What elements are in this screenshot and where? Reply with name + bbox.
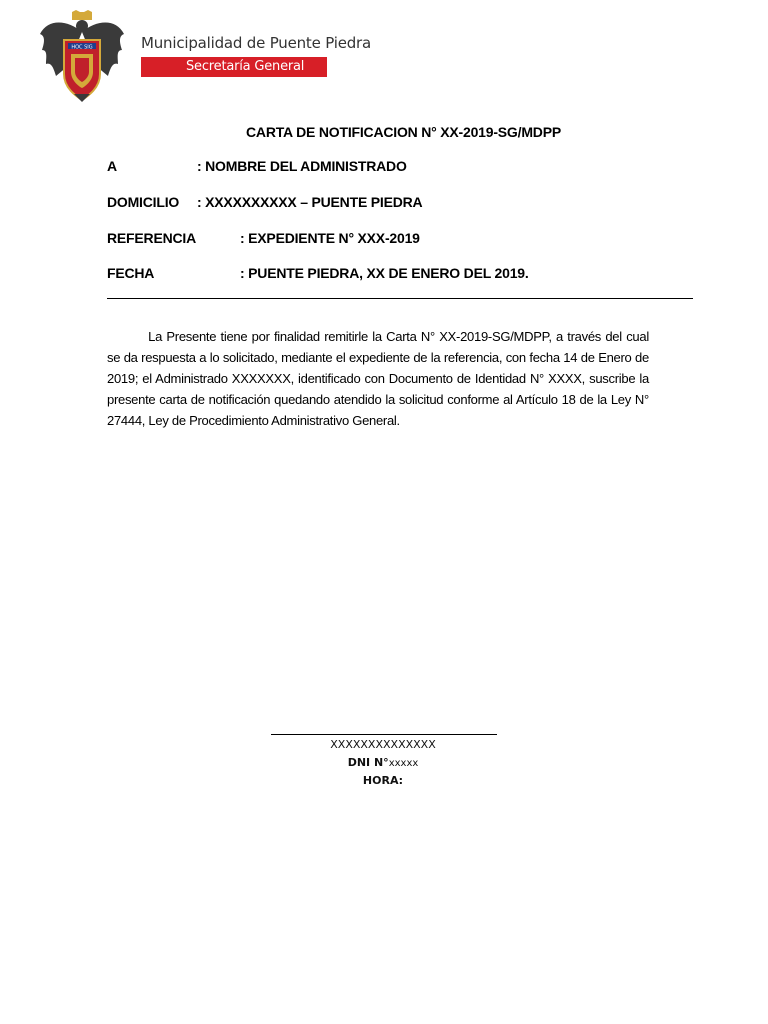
field-value-fecha: : PUENTE PIEDRA, XX DE ENERO DEL 2019. <box>240 265 529 281</box>
document-title: CARTA DE NOTIFICACION N° XX-2019-SG/MDPP <box>246 124 561 140</box>
field-value-domicilio: : XXXXXXXXXX – PUENTE PIEDRA <box>197 194 423 210</box>
field-label-domicilio: DOMICILIO <box>107 194 180 210</box>
field-label-referencia: REFERENCIA <box>107 230 197 246</box>
svg-text:HOC SIG: HOC SIG <box>71 44 93 51</box>
field-value-referencia: : EXPEDIENTE N° XXX-2019 <box>240 230 420 246</box>
dni-value: xxxxx <box>388 758 419 769</box>
signature-line <box>271 734 497 735</box>
field-label-fecha: FECHA <box>107 265 155 281</box>
signature-hora: HORA: <box>362 774 404 787</box>
body-paragraph <box>107 326 649 431</box>
signature-dni <box>258 756 508 769</box>
org-name: Municipalidad de Puente Piedra <box>141 34 372 52</box>
body-text: La Presente tiene por finalidad remitirle la Carta N° XX-2019-SG/MDPP, a través del cual se da respuesta a lo solicitado, mediante el expediente de la referencia, con fecha 14 de Enero de 2019; el Administrado XXXXXXX, identificado con Documento de Identidad N° XXXX, suscribe la presente carta de notificación quedando atendido la solicitud conforme al Artículo 18 de la Ley N° 27444, Ley de Procedimiento Administrativo General. <box>107 329 649 428</box>
field-value-a: : NOMBRE DEL ADMINISTRADO <box>197 158 407 174</box>
separator-line <box>107 298 693 299</box>
department-label: Secretaría General <box>186 59 305 74</box>
municipal-crest-icon <box>38 10 126 102</box>
field-label-a: A <box>107 158 117 174</box>
signature-name: XXXXXXXXXXXXXX <box>330 738 436 751</box>
dni-label: DNI N° <box>347 756 389 769</box>
